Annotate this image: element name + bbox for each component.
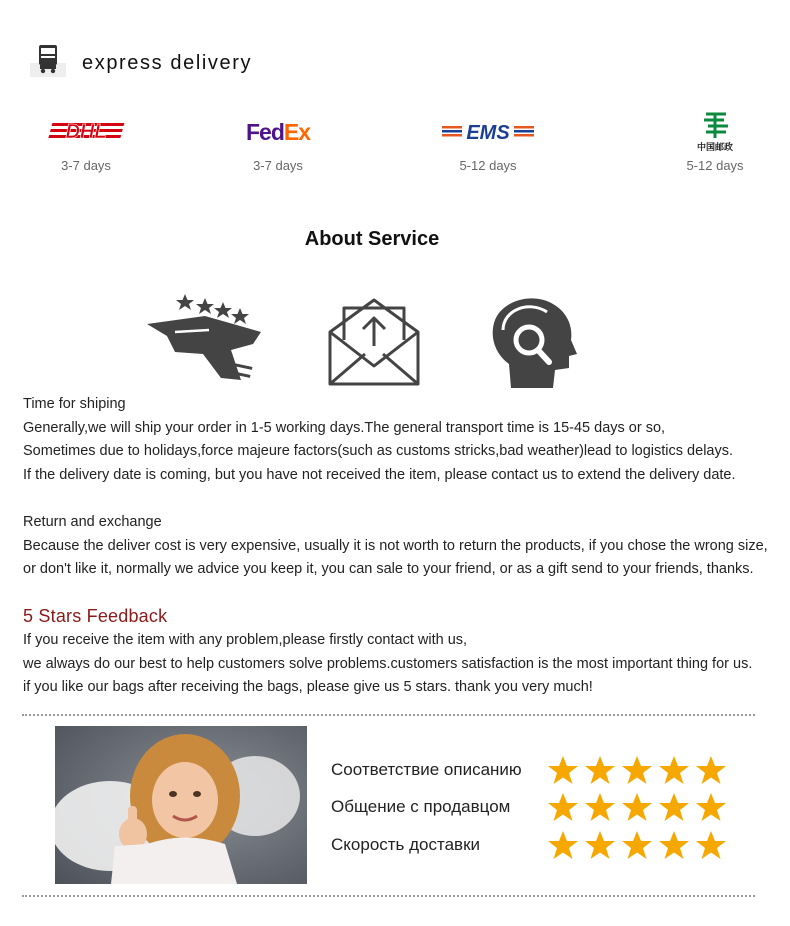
star-icon [621, 755, 653, 785]
china-post-logo-text: 中国邮政 [696, 143, 733, 153]
ems-logo-text: EMS [466, 122, 510, 144]
star-icon [695, 830, 727, 860]
rating-row [331, 827, 727, 863]
shipping-line: Sometimes due to holidays,force majeure factors(such as customs stricks,bad weather)lead to logistics delays. [23, 443, 734, 460]
dhl-days: 3-7 days [61, 158, 111, 173]
fedex-logo-fed: Fed [245, 118, 284, 145]
feedback-line: If you receive the item with any problem,please firstly contact with us, [23, 632, 468, 648]
star-rating [547, 755, 727, 785]
shipping-line: Generally,we will ship your order in 1-5 working days.The general transport time is 15-45 days or so, [23, 419, 666, 436]
returns-section [23, 511, 768, 582]
star-icon [658, 792, 690, 822]
carrier-fedex [208, 108, 348, 173]
dotted-divider [22, 714, 755, 716]
shipping-line: If the delivery date is coming, but you have not received the item, please contact us to extend the delivery date. [23, 466, 736, 483]
shipping-section [23, 393, 736, 487]
truck-icon [30, 43, 66, 77]
ems-logo [418, 108, 558, 156]
carrier-ems [418, 108, 558, 173]
fedex-days: 3-7 days [253, 158, 303, 173]
returns-line: or don't like it, normally we advice you keep it, you can sale to your friend, or as a gift send to your friends, thanks. [23, 561, 754, 578]
ems-days: 5-12 days [459, 158, 517, 173]
china-post-days: 5-12 days [686, 158, 744, 173]
star-icon [658, 755, 690, 785]
fedex-logo-ex: Ex [283, 118, 311, 145]
star-icon [584, 792, 616, 822]
star-icon [547, 830, 579, 860]
rating-row [331, 789, 727, 825]
dhl-logo-text: DHL [65, 121, 107, 143]
star-icon [621, 830, 653, 860]
star-icon [584, 755, 616, 785]
feedback-line: we always do our best to help customers solve problems.customers satisfaction is the most important thing for us. [23, 655, 753, 672]
mail-envelope-icon [327, 294, 421, 393]
rating-label: Общение с продавцом [331, 797, 511, 816]
china-post-logo [645, 108, 785, 156]
customer-service-headset-icon [489, 296, 579, 395]
star-icon [584, 830, 616, 860]
shipping-heading: Time for shiping [23, 396, 126, 412]
returns-line: Because the deliver cost is very expensive, usually it is not worth to return the products, if you chose the wrong size, [23, 537, 768, 554]
star-rating [547, 830, 727, 860]
star-icon [695, 755, 727, 785]
star-icon [547, 755, 579, 785]
carrier-dhl [16, 108, 156, 173]
rating-label: Соответствие описанию [331, 760, 522, 779]
airplane-stars-icon [145, 292, 265, 392]
star-icon [658, 830, 690, 860]
star-icon [695, 792, 727, 822]
dotted-divider [22, 895, 755, 897]
rating-row [331, 752, 727, 788]
star-icon [621, 792, 653, 822]
returns-heading: Return and exchange [23, 514, 162, 530]
dhl-logo [16, 108, 156, 156]
feedback-title: 5 Stars Feedback [23, 606, 168, 626]
girl-thumbs-up-photo [55, 726, 307, 884]
about-service-title: About Service [304, 228, 440, 250]
carrier-china-post [645, 108, 785, 173]
express-delivery-title: express delivery [82, 52, 253, 74]
feedback-section [23, 629, 752, 700]
rating-label: Скорость доставки [331, 835, 481, 854]
star-rating [547, 792, 727, 822]
feedback-line: if you like our bags after receiving the bags, please give us 5 stars. thank you very much! [23, 679, 593, 696]
star-icon [547, 792, 579, 822]
fedex-logo [208, 108, 348, 156]
